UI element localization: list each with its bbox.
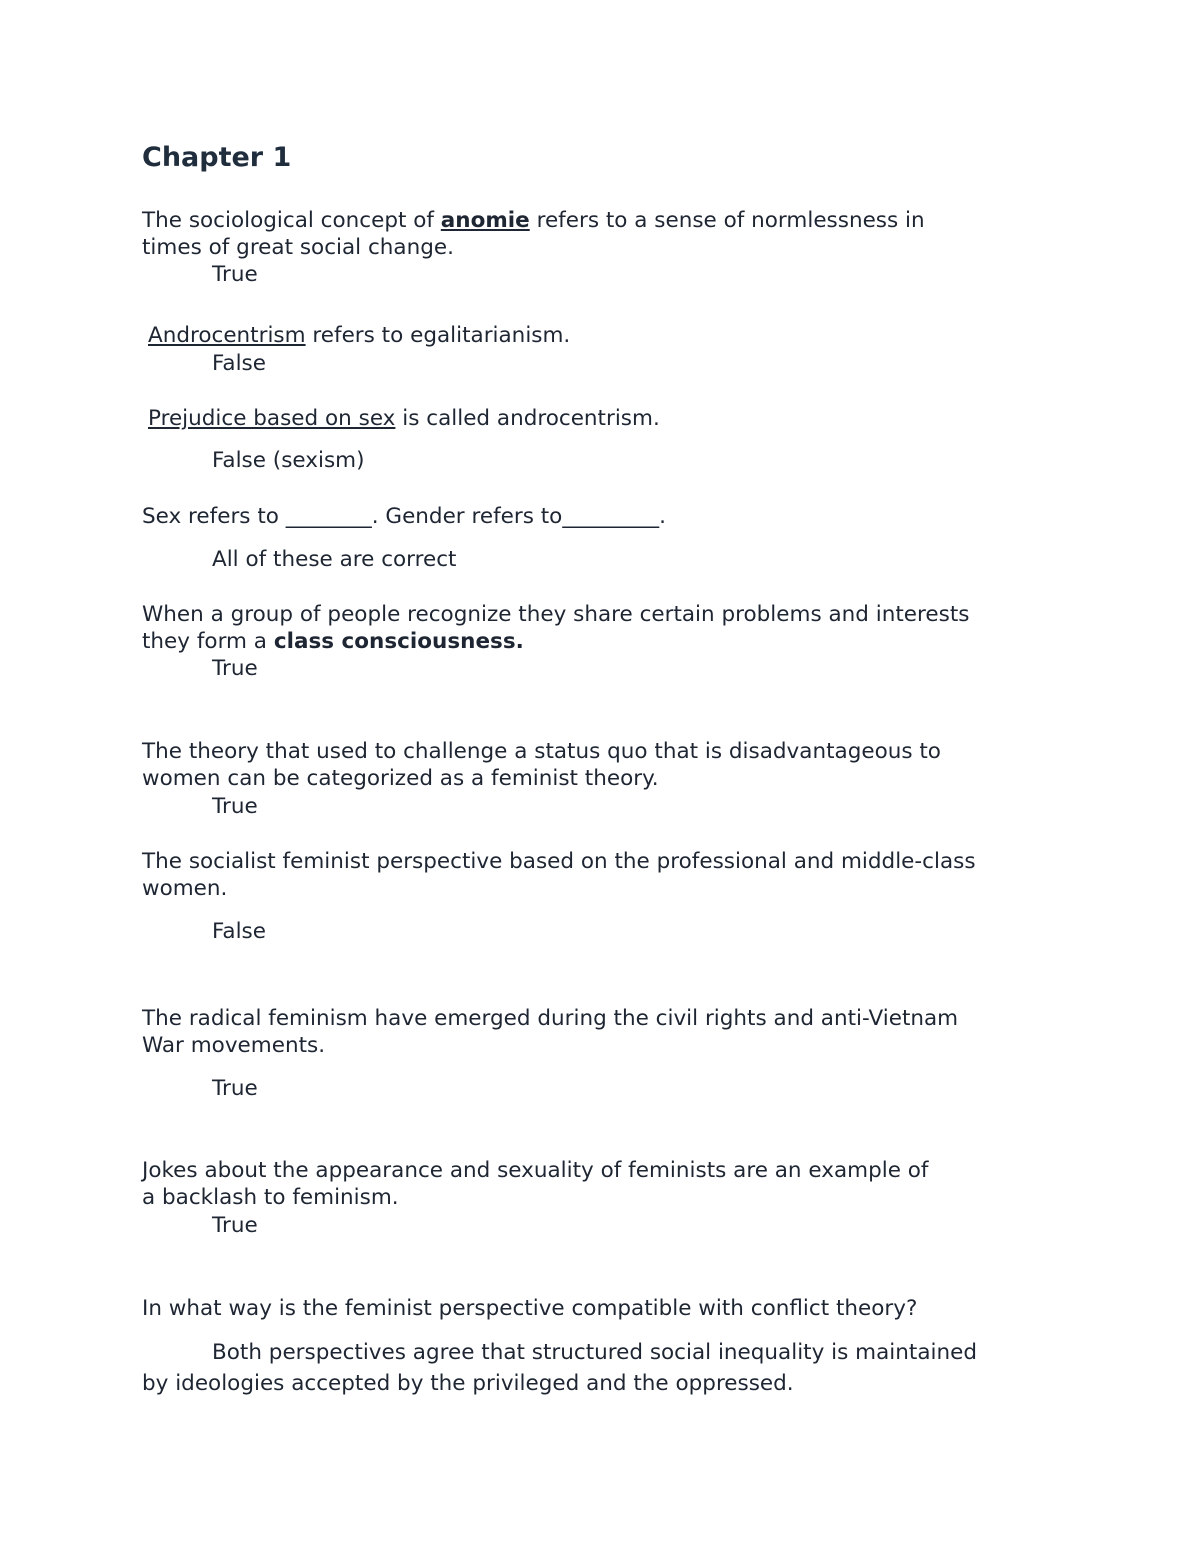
answer-6: True xyxy=(212,794,258,819)
question-7-line-1: The socialist feminist perspective based on the professional and middle-class xyxy=(142,849,976,874)
answer-10-line-1: Both perspectives agree that structured social inequality is maintained xyxy=(212,1340,977,1365)
answer-3: False (sexism) xyxy=(212,448,365,473)
question-9-line-2: a backlash to feminism. xyxy=(142,1185,399,1210)
answer-4: All of these are correct xyxy=(212,547,457,572)
question-5-line-1: When a group of people recognize they share certain problems and interests xyxy=(142,602,970,627)
question-1-pre: The sociological concept of xyxy=(142,208,441,233)
question-10: In what way is the feminist perspective compatible with conflict theory? xyxy=(142,1296,918,1321)
question-7-line-2: women. xyxy=(142,876,228,901)
answer-9: True xyxy=(212,1213,258,1238)
question-8-line-2: War movements. xyxy=(142,1033,326,1058)
question-3-post: is called androcentrism. xyxy=(395,406,660,431)
term-prejudice-based-on-sex: Prejudice based on sex xyxy=(148,406,396,431)
question-5-pre: they form a xyxy=(142,629,274,654)
term-class-consciousness: class consciousness. xyxy=(273,629,524,654)
question-3 xyxy=(148,405,660,433)
question-6-line-1: The theory that used to challenge a status quo that is disadvantageous to xyxy=(142,739,941,764)
question-6-line-2: women can be categorized as a feminist theory. xyxy=(142,766,659,791)
question-9-line-1: Jokes about the appearance and sexuality of feminists are an example of xyxy=(142,1158,929,1183)
answer-5: True xyxy=(212,656,258,681)
answer-8: True xyxy=(212,1076,258,1101)
question-4: Sex refers to ________. Gender refers to_________. xyxy=(142,504,666,529)
question-1-post: refers to a sense of normlessness in xyxy=(529,208,925,233)
question-5-line-2 xyxy=(142,628,524,656)
question-1-line-2: times of great social change. xyxy=(142,235,454,260)
answer-1: True xyxy=(212,262,258,287)
term-anomie: anomie xyxy=(440,208,530,233)
question-2-post: refers to egalitarianism. xyxy=(305,323,571,348)
question-1-line-1 xyxy=(142,207,925,235)
chapter-title: Chapter 1 xyxy=(142,142,292,173)
question-2 xyxy=(148,322,570,350)
answer-2: False xyxy=(212,351,266,376)
answer-7: False xyxy=(212,919,266,944)
answer-10-line-2: by ideologies accepted by the privileged and the oppressed. xyxy=(142,1371,794,1396)
question-8-line-1: The radical feminism have emerged during the civil rights and anti-Vietnam xyxy=(142,1006,959,1031)
term-androcentrism: Androcentrism xyxy=(148,323,306,348)
